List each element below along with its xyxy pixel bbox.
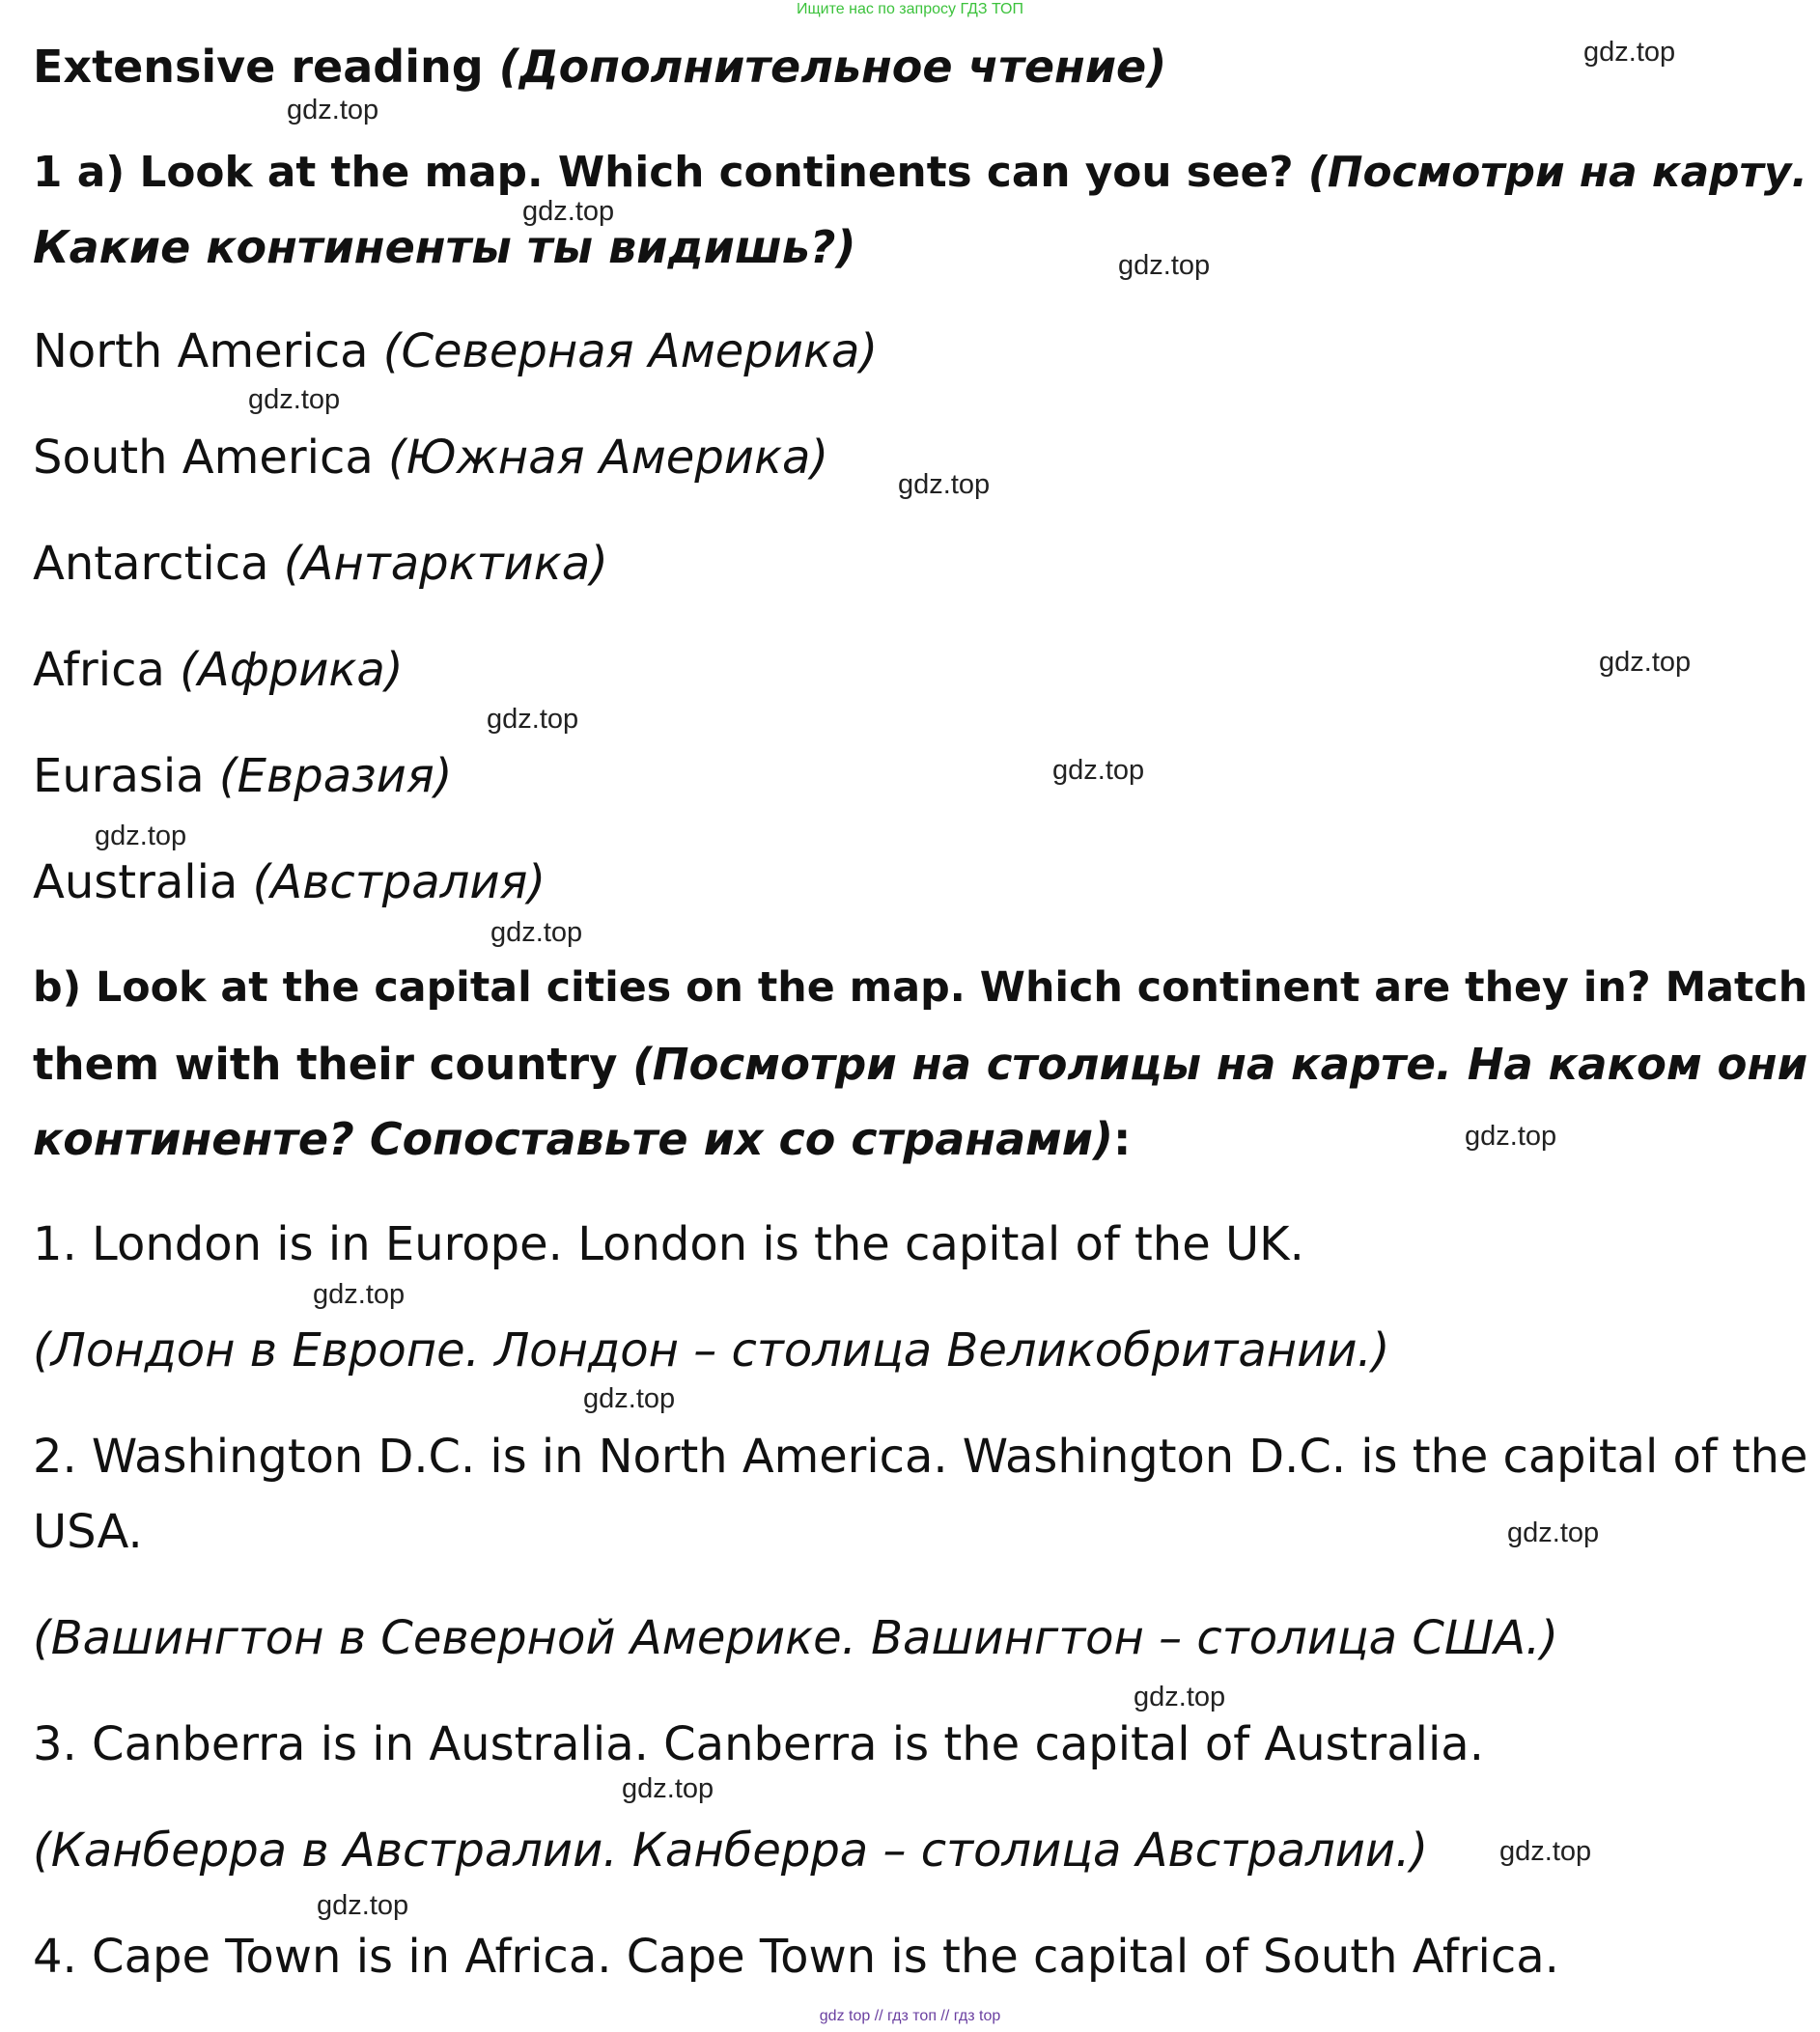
answer-2-translation: (Вашингтон в Северной Америке. Вашингтон – столица США.) (33, 1611, 1559, 1665)
answer-3: 3. Canberra is in Australia. Canberra is the capital of Australia. (33, 1717, 1484, 1771)
answer-1-translation: (Лондон в Европе. Лондон – столица Великобритании.) (33, 1323, 1390, 1378)
task-b-russian: (Посмотри на столицы на карте. На каком они (632, 1039, 1808, 1090)
answer-3-translation: (Канберра в Австралии. Канберра – столица Австралии.) (33, 1823, 1429, 1878)
bottom-banner: gdz top // гдз топ // гдз top (819, 2008, 1001, 2024)
watermark: gdz.top (622, 1773, 714, 1804)
watermark: gdz.top (487, 704, 579, 735)
continent-translation: (Австралия) (252, 855, 546, 909)
task-a-heading-line-2: Какие континенты ты видишь?) (33, 221, 856, 273)
task-b-heading-line-2 (33, 1039, 1808, 1090)
watermark: gdz.top (287, 95, 379, 125)
title-english: Extensive reading (33, 41, 499, 93)
top-banner: Ищите нас по запросу ГДЗ ТОП (797, 1, 1023, 17)
continent-name: North America (33, 324, 383, 378)
task-a-heading-line-1 (33, 148, 1807, 197)
watermark: gdz.top (1134, 1682, 1226, 1712)
task-b-heading-line-1: b) Look at the capital cities on the map. Which continent are they in? Match (33, 963, 1808, 1012)
continent-translation: (Африка) (180, 643, 404, 697)
task-a-russian: (Посмотри на карту. (1307, 148, 1807, 197)
task-b-heading-line-3 (33, 1113, 1132, 1165)
answer-1: 1. London is in Europe. London is the capital of the UK. (33, 1217, 1304, 1271)
task-b-english: them with their country (33, 1039, 633, 1090)
continent-eurasia (33, 749, 453, 803)
task-b-colon: : (1112, 1113, 1132, 1165)
watermark: gdz.top (313, 1279, 406, 1310)
answer-4: 4. Cape Town is in Africa. Cape Town is the capital of South Africa. (33, 1930, 1559, 1984)
watermark: gdz.top (583, 1383, 676, 1414)
page-title (33, 41, 1167, 93)
continent-name: Australia (33, 855, 253, 909)
task-b-russian-continued: континенте? Сопоставьте их со странами) (33, 1113, 1113, 1165)
task-a-english: 1 a) Look at the map. Which continents can you see? (33, 148, 1308, 197)
continent-translation: (Антарктика) (283, 537, 608, 591)
watermark: gdz.top (522, 196, 615, 227)
continent-antarctica (33, 537, 608, 591)
watermark: gdz.top (1499, 1836, 1592, 1867)
title-russian: (Дополнительное чтение) (498, 41, 1167, 93)
watermark: gdz.top (248, 384, 341, 415)
watermark: gdz.top (1465, 1121, 1557, 1152)
watermark: gdz.top (898, 469, 991, 500)
answer-2-line-1: 2. Washington D.C. is in North America. Washington D.C. is the capital of the (33, 1431, 1808, 1484)
watermark: gdz.top (1599, 647, 1692, 678)
continent-australia (33, 855, 546, 909)
continent-name: Africa (33, 643, 181, 697)
watermark: gdz.top (95, 821, 187, 851)
continent-translation: (Северная Америка) (382, 324, 879, 378)
watermark: gdz.top (1052, 755, 1145, 786)
watermark: gdz.top (1118, 250, 1211, 281)
continent-name: South America (33, 431, 389, 485)
continent-name: Antarctica (33, 537, 284, 591)
continent-north-america (33, 324, 879, 378)
watermark: gdz.top (317, 1890, 409, 1921)
continent-name: Eurasia (33, 749, 219, 803)
continent-africa (33, 643, 404, 697)
watermark: gdz.top (1507, 1517, 1600, 1548)
watermark: gdz.top (1583, 37, 1676, 68)
continent-translation: (Южная Америка) (388, 431, 829, 485)
answer-2-line-2: USA. (33, 1505, 143, 1559)
watermark: gdz.top (490, 917, 583, 948)
continent-south-america (33, 431, 829, 485)
continent-translation: (Евразия) (218, 749, 453, 803)
